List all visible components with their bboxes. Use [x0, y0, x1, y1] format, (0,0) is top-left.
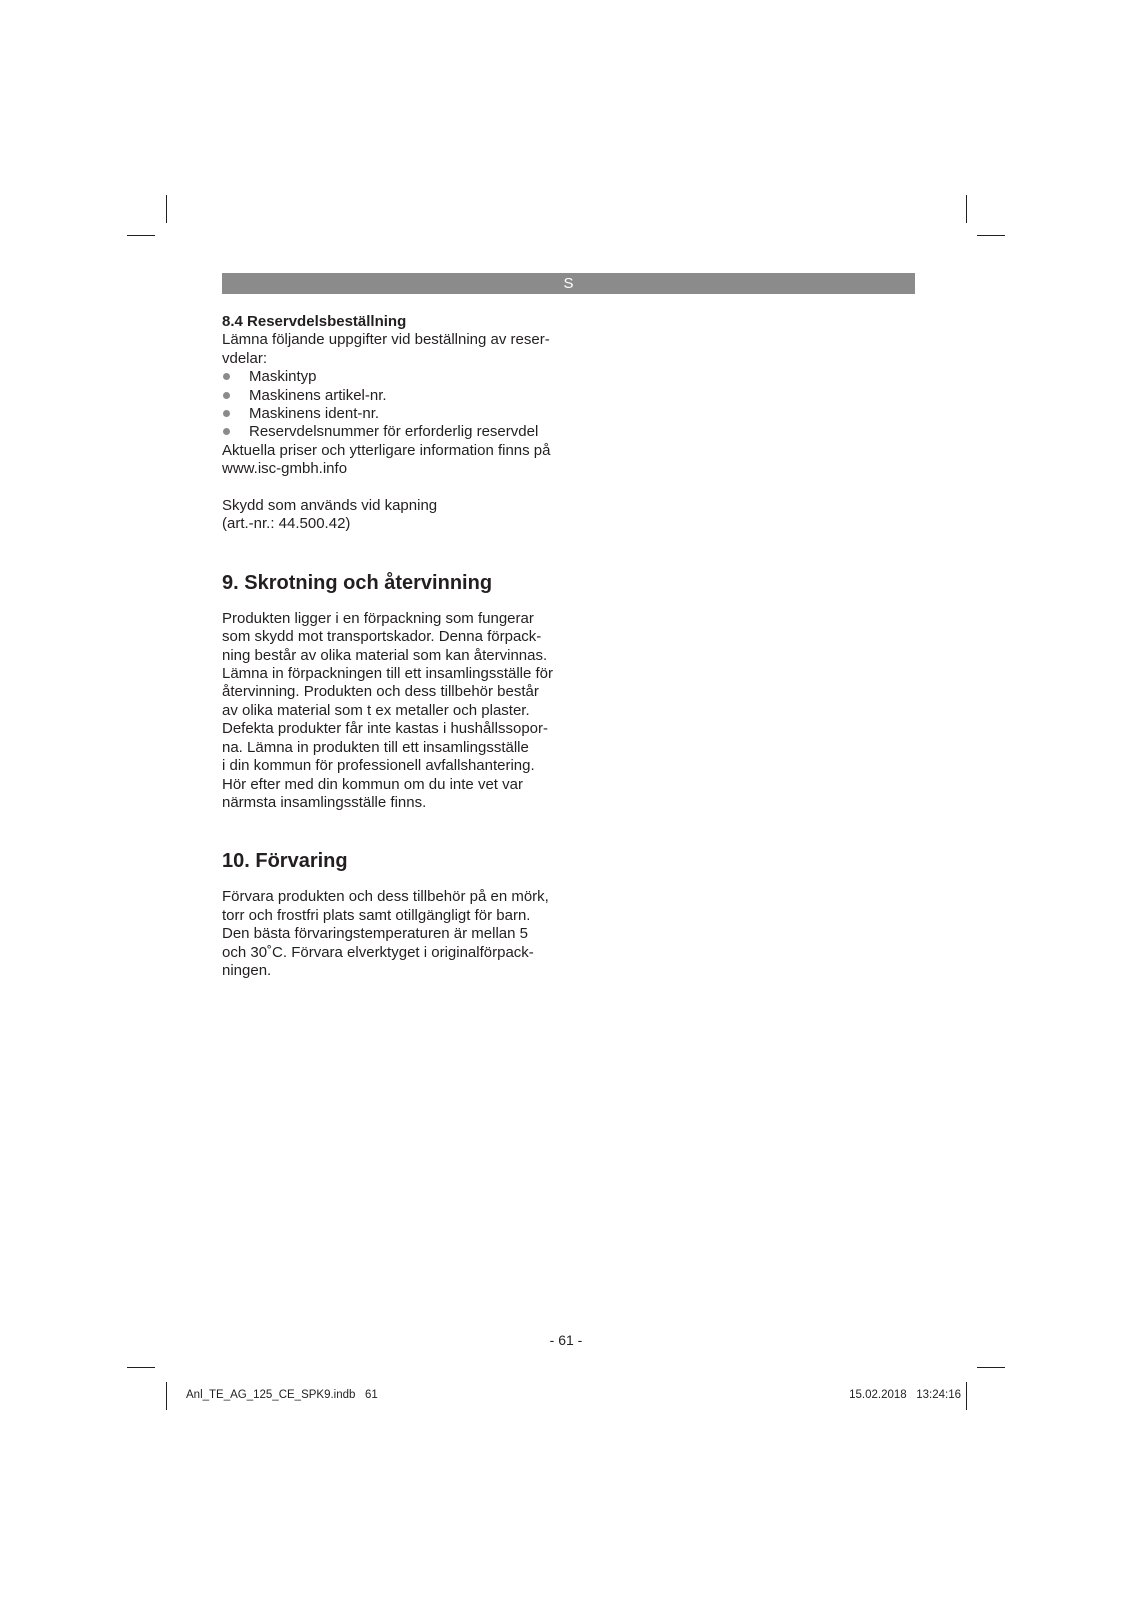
crop-mark-bottom-left-horizontal: [127, 1367, 155, 1368]
bullet-icon: [223, 410, 230, 417]
section-8-4-heading: 8.4 Reservdelsbeställning: [222, 313, 407, 330]
website-text: www.isc-gmbh.info: [222, 460, 348, 478]
section-9-heading: 9. Skrotning och återvinning: [222, 571, 493, 594]
section-10-line: Den bästa förvaringstemperaturen är mellan 5: [222, 925, 528, 943]
price-info-line-1: Aktuella priser och ytterligare information finns på: [222, 441, 551, 459]
list-item: [222, 368, 567, 386]
main-text-column: [222, 313, 567, 980]
section-10-line: torr och frostfri plats samt otillgängligt för barn.: [222, 906, 531, 924]
section-9-line: Lämna in förpackningen till ett insamlingsställe för: [222, 665, 554, 683]
section-9-line: Defekta produkter får inte kastas i hushållssopor-: [222, 720, 548, 738]
section-9-line: av olika material som t ex metaller och plaster.: [222, 701, 530, 719]
section-10-line: och 30˚C. Förvara elverktyget i originalförpack-: [222, 943, 534, 961]
crop-mark-bottom-right-horizontal: [977, 1367, 1005, 1368]
list-item: [222, 423, 567, 441]
list-item-text: Reservdelsnummer för erforderlig reservdel: [249, 423, 539, 441]
print-timestamp: 15.02.2018 13:24:16: [849, 1389, 961, 1401]
section-8-4-intro-line-1: Lämna följande uppgifter vid beställning av reser-: [222, 331, 550, 349]
section-9-line: ning består av olika material som kan återvinnas.: [222, 646, 548, 664]
section-10-line: ningen.: [222, 961, 272, 979]
section-9-line: närmsta insamlingsställe finns.: [222, 793, 427, 811]
section-9-line: som skydd mot transportskador. Denna förpack-: [222, 628, 542, 646]
crop-mark-bottom-right-vertical: [966, 1382, 967, 1410]
section-9-line: återvinning. Produkten och dess tillbehör består: [222, 683, 539, 701]
section-9-line: Hör efter med din kommun om du inte vet var: [222, 775, 523, 793]
bullet-icon: [223, 392, 230, 399]
section-10-line: Förvara produkten och dess tillbehör på en mörk,: [222, 888, 549, 906]
section-8-4-intro-line-2: vdelar:: [222, 349, 268, 367]
language-code: S: [563, 275, 574, 292]
section-10-heading: 10. Förvaring: [222, 850, 348, 873]
section-9-line: na. Lämna in produkten till ett insamlingsställe: [222, 738, 529, 756]
list-item: [222, 387, 567, 405]
crop-mark-top-left-vertical: [166, 195, 167, 223]
section-disposal-recycling: [222, 571, 567, 812]
list-item-text: Maskinens ident-nr.: [249, 405, 380, 423]
crop-mark-bottom-left-vertical: [166, 1382, 167, 1410]
bullet-icon: [223, 373, 230, 380]
list-item-text: Maskintyp: [249, 368, 317, 386]
crop-mark-top-left-horizontal: [127, 235, 155, 236]
spare-parts-info-list: [222, 368, 567, 442]
language-header-bar: [222, 273, 915, 294]
crop-mark-top-right-vertical: [966, 195, 967, 223]
list-item-text: Maskinens artikel-nr.: [249, 386, 387, 404]
page-number: - 61 -: [549, 1332, 583, 1348]
section-storage: [222, 849, 567, 980]
section-9-line: Produkten ligger i en förpackning som fungerar: [222, 609, 534, 627]
bullet-icon: [223, 428, 230, 435]
section-spare-parts-order: [222, 313, 567, 534]
section-9-line: i din kommun för professionell avfallshantering.: [222, 757, 535, 775]
print-file-name: Anl_TE_AG_125_CE_SPK9.indb 61: [186, 1389, 378, 1401]
crop-mark-top-right-horizontal: [977, 235, 1005, 236]
guard-info-line-1: Skydd som används vid kapning: [222, 497, 438, 515]
guard-article-number: (art.-nr.: 44.500.42): [222, 515, 351, 533]
list-item: [222, 405, 567, 423]
